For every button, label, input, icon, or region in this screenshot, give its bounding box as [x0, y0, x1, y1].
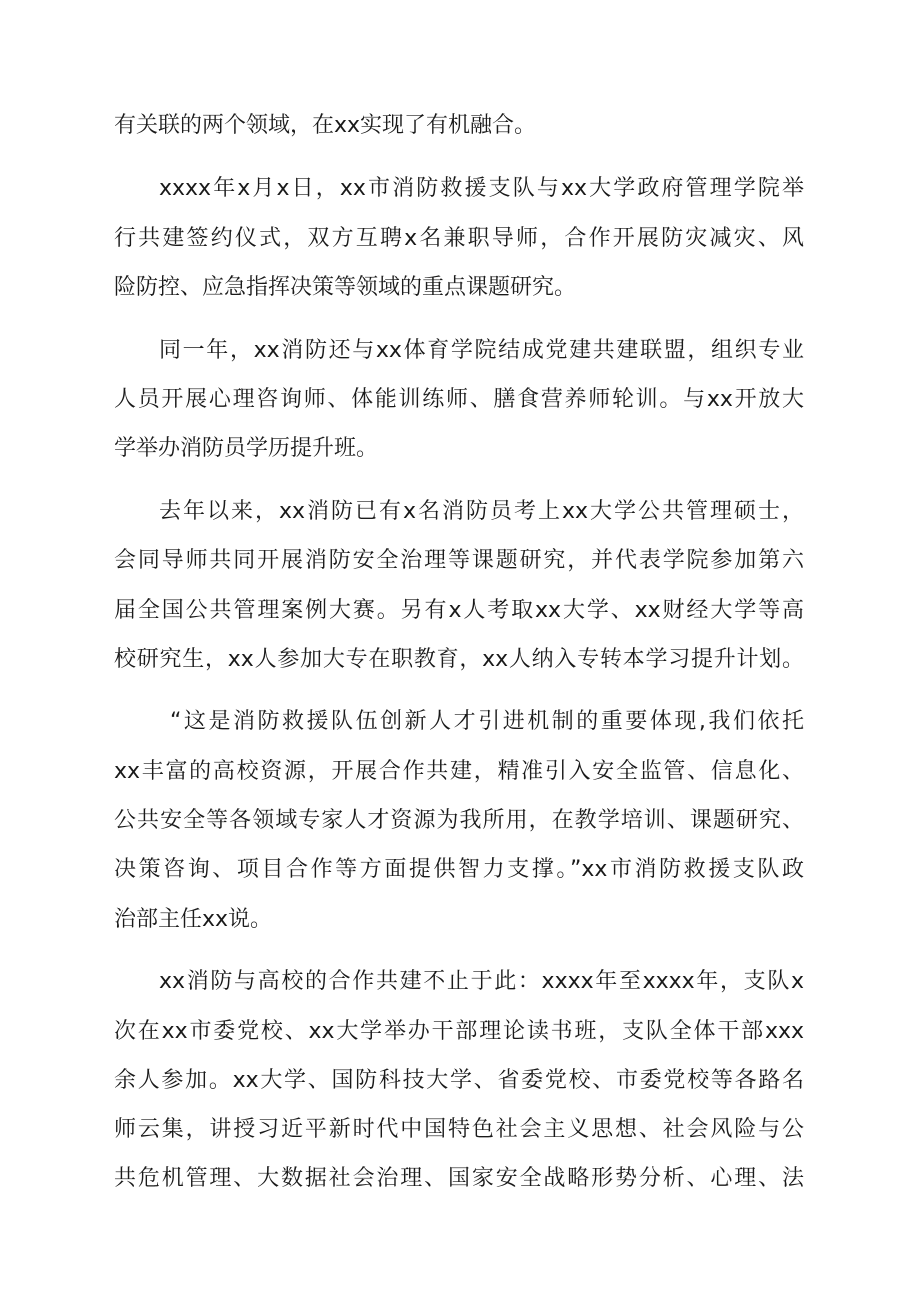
text-line: 决策咨询、项目合作等方面提供智力支撑。”xx市消防救援支队政 [114, 857, 804, 882]
text-line: 去年以来，xx消防已有x名消防员考上xx大学公共管理硕士， [159, 499, 804, 524]
text-line: xxxx年x月x日，xx市消防救援支队与xx大学政府管理学院举 [159, 176, 804, 201]
text-line: 有关联的两个领域，在xx实现了有机融合。 [114, 113, 537, 138]
text-line: 学举办消防员学历提升班。 [114, 436, 379, 461]
text-line: 会同导师共同开展消防安全治理等课题研究，并代表学院参加第六 [114, 548, 804, 573]
text-line: “这是消防救援队伍创新人才引进机制的重要体现,我们依托 [170, 709, 804, 734]
text-line: 届全国公共管理案例大赛。另有x人考取xx大学、xx财经大学等高 [114, 598, 804, 623]
text-line: 师云集，讲授习近平新时代中国特色社会主义思想、社会风险与公 [114, 1117, 804, 1142]
text-line: 人员开展心理咨询师、体能训练师、膳食营养师轮训。与xx开放大 [114, 387, 804, 412]
text-line: 余人参加。xx大学、国防科技大学、省委党校、市委党校等各路名 [114, 1068, 804, 1093]
text-line: 校研究生，xx人参加大专在职教育，xx人纳入专转本学习提升计划。 [114, 647, 804, 672]
text-line: 行共建签约仪式，双方互聘x名兼职导师，合作开展防灾减灾、风 [114, 226, 804, 251]
text-line: xx消防与高校的合作共建不止于此：xxxx年至xxxx年，支队x [159, 969, 804, 994]
text-line: 治部主任xx说。 [114, 907, 273, 932]
text-line: 同一年，xx消防还与xx体育学院结成党建共建联盟，组织专业 [159, 338, 804, 363]
text-line: 共危机管理、大数据社会治理、国家安全战略形势分析、心理、法 [114, 1166, 804, 1191]
text-line: 公共安全等各领域专家人才资源为我所用，在教学培训、课题研究、 [114, 808, 804, 833]
text-line: 次在xx市委党校、xx大学举办干部理论读书班，支队全体干部xxx [114, 1019, 804, 1044]
text-line: xx丰富的高校资源，开展合作共建，精准引入安全监管、信息化、 [114, 759, 804, 784]
text-line: 险防控、应急指挥决策等领域的重点课题研究。 [114, 275, 577, 300]
